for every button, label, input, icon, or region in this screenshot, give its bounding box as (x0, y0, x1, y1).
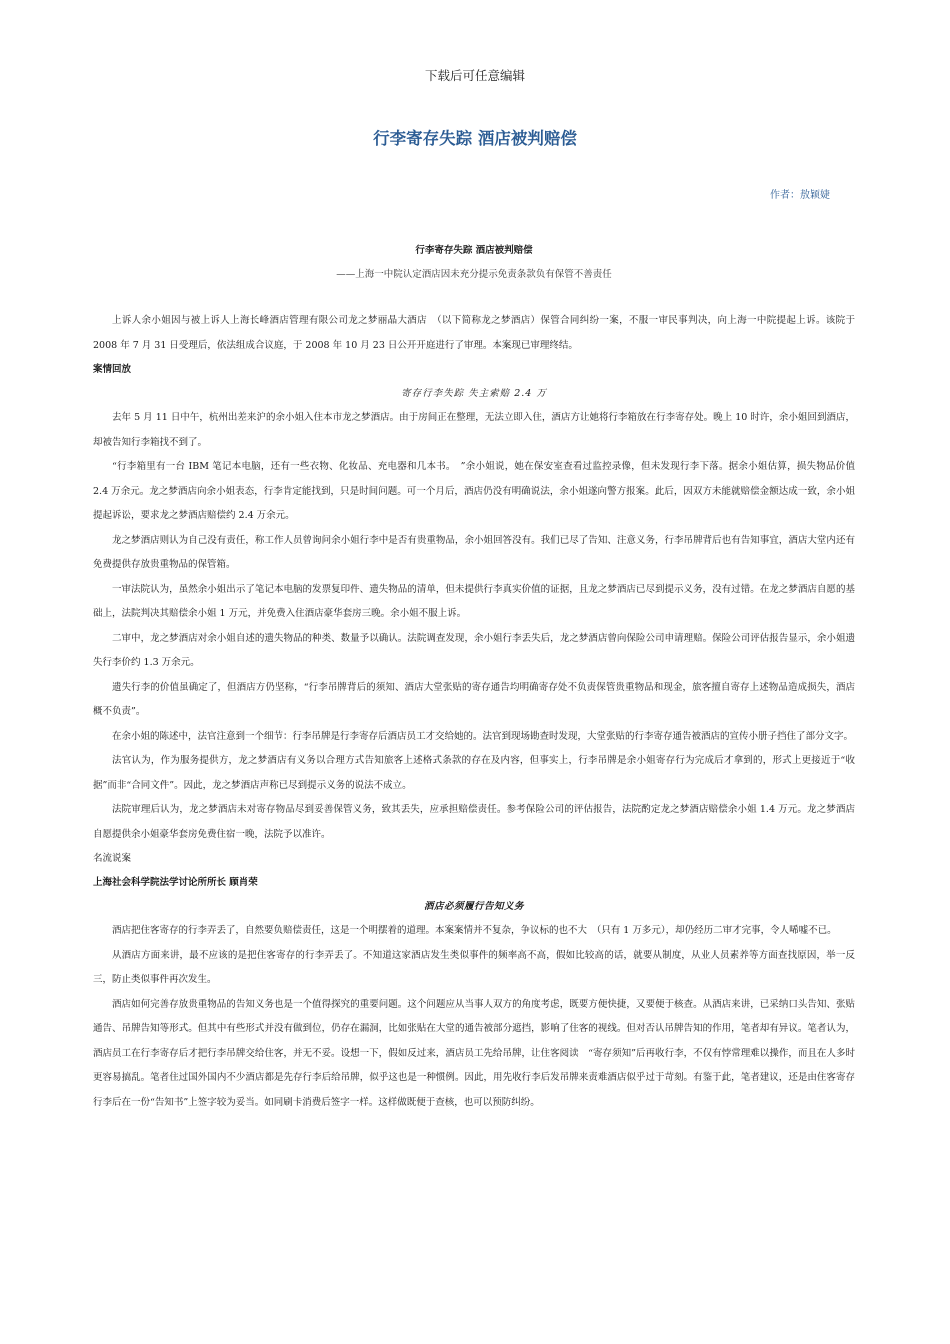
case-paragraph: 去年 5 月 11 日中午，杭州出差来沪的余小姐入住本市龙之梦酒店。由于房间正在整理，无法立即入住，酒店方让她将行李箱放在行李寄存处。晚上 10 时许，余小姐回到酒店，却被告知行李箱找不到了。 (93, 412, 855, 448)
case-paragraph: 法院审理后认为，龙之梦酒店未对寄存物品尽到妥善保管义务，致其丢失，应承担赔偿责任。参考保险公司的评估报告，法院酌定龙之梦酒店赔偿余小姐 1.4 万元。龙之梦酒店自愿提供余小姐豪华套房免费住宿一晚，法院予以准许。 (93, 804, 855, 840)
case-paragraph: 遗失行李的价值虽确定了，但酒店方仍坚称，“行李吊牌背后的须知、酒店大堂张贴的寄存通告均明确寄存处不负责保管贵重物品和现金，旅客擅自寄存上述物品造成损失，酒店概不负责”。 (93, 681, 855, 717)
case-paragraph: 在余小姐的陈述中，法官注意到一个细节：行李吊牌是行李寄存后酒店员工才交给她的。法官到现场勘查时发现，大堂张贴的行李寄存通告被酒店的宣传小册子挡住了部分文字。 (112, 730, 854, 742)
expert-heading: 酒店必须履行告知义务 (423, 901, 524, 912)
case-review-label: 案情回放 (93, 364, 132, 375)
case-paragraph: 二审中，龙之梦酒店对余小姐自述的遗失物品的种类、数量予以确认。法院调查发现，余小姐行李丢失后，龙之梦酒店曾向保险公司申请理赔。保险公司评估报告显示，余小姐遗失行李价约 1.3 万余元。 (93, 632, 855, 668)
article-body (93, 243, 855, 1115)
case-paragraph: 法官认为，作为服务提供方，龙之梦酒店有义务以合理方式告知旅客上述格式条款的存在及内容，但事实上，行李吊牌是余小姐寄存行为完成后才拿到的，形式上更接近于“收据”而非“合同文件”。因此，龙之梦酒店声称已尽到提示义务的说法不成立。 (93, 755, 855, 791)
expert-label: 名流说案 (93, 853, 132, 864)
author-label: 作者： (770, 190, 800, 201)
download-note: 下载后可任意编辑 (424, 68, 525, 83)
case-paragraph: 龙之梦酒店则认为自己没有责任，称工作人员曾询问余小姐行李中是否有贵重物品，余小姐回答没有。我们已尽了告知、注意义务，行李吊牌背后也有告知事宜，酒店大堂内还有免费提供存放贵重物品的保管箱。 (93, 534, 855, 570)
page-title: 行李寄存失踪 酒店被判赔偿 (373, 129, 577, 148)
expert-section (93, 919, 855, 1115)
expert-paragraph: 酒店如何完善存放贵重物品的告知义务也是一个值得探究的重要问题。这个问题应从当事人双方的角度考虑，既要方便快捷，又要便于核查。从酒店来讲，已采纳口头告知、张贴通告、吊牌告知等形式。但其中有些形式并没有做到位，仍存在漏洞，比如张贴在大堂的通告被部分遮挡，影响了住客的视线。但对否认吊牌告知的作用，笔者却有异议。笔者认为，酒店员工在行李寄存后才把行李吊牌交给住客，并无不妥。设想一下，假如反过来，酒店员工先给吊牌，让住客阅读 “寄存须知”后再收行李，不仅有悖常理难以操作，而且在人多时更容易搞乱。笔者住过国外国内不少酒店都是先存行李后给吊牌，似乎这也是一种惯例。因此，用先收行李后发吊牌来责难酒店似乎过于苛刻。有鉴于此，笔者建议，还是由住客寄存行李后在一份“告知书”上签字较为妥当。如同刷卡消费后签字一样。这样做既便于查核，也可以预防纠纷。 (93, 998, 855, 1108)
case-heading: 寄存行李失踪 失主索赔 2.4 万 (401, 388, 547, 399)
expert-paragraph: 从酒店方面来讲，最不应该的是把住客寄存的行李弄丢了。不知道这家酒店发生类似事件的频率高不高，假如比较高的话，就要从制度，从业人员素养等方面查找原因，举一反三，防止类似事件再次发生。 (93, 949, 855, 985)
article-title: 行李寄存失踪 酒店被判赔偿 (415, 245, 533, 256)
intro-paragraph: 上诉人余小姐因与被上诉人上海长峰酒店管理有限公司龙之梦丽晶大酒店 （以下简称龙之梦酒店）保管合同纠纷一案，不服一审民事判决，向上海一中院提起上诉。该院于 2008 年 7 月 31 日受理后，依法组成合议庭，于 2008 年 10 月 23 日公开开庭进行了审理。本案现已审理终结。 (93, 315, 855, 351)
case-section (93, 406, 855, 847)
article-subtitle: ——上海一中院认定酒店因未充分提示免责条款负有保管不善责任 (336, 269, 612, 280)
case-paragraph: 一审法院认为，虽然余小姐出示了笔记本电脑的发票复印件、遗失物品的清单，但未提供行李真实价值的证据，且龙之梦酒店已尽到提示义务，没有过错。在龙之梦酒店自愿的基础上，法院判决其赔偿余小姐 1 万元，并免费入住酒店豪华套房三晚。余小姐不服上诉。 (93, 583, 855, 619)
expert-name: 上海社会科学院法学讨论所所长 顾肖荣 (93, 877, 258, 888)
expert-paragraph: 酒店把住客寄存的行李弄丢了，自然要负赔偿责任，这是一个明摆着的道理。本案案情并不复杂，争议标的也不大 （只有 1 万多元），却仍经历二审才完事，令人唏嘘不已。 (112, 925, 837, 936)
case-paragraph: “行李箱里有一台 IBM 笔记本电脑，还有一些衣物、化妆品、充电器和几本书。 ”余小姐说，她在保安室查看过监控录像，但未发现行李下落。据余小姐估算，损失物品价值 2.4 万余元。龙之梦酒店向余小姐表态，行李肯定能找到，只是时间问题。可一个月后，酒店仍没有明确说法，余小姐遂向警方报案。此后，因双方未能就赔偿金额达成一致，余小姐提起诉讼，要求龙之梦酒店赔偿约 2.4 万余元。 (93, 461, 855, 521)
author-name: 敖颖婕 (800, 190, 830, 201)
author-line (700, 186, 830, 201)
